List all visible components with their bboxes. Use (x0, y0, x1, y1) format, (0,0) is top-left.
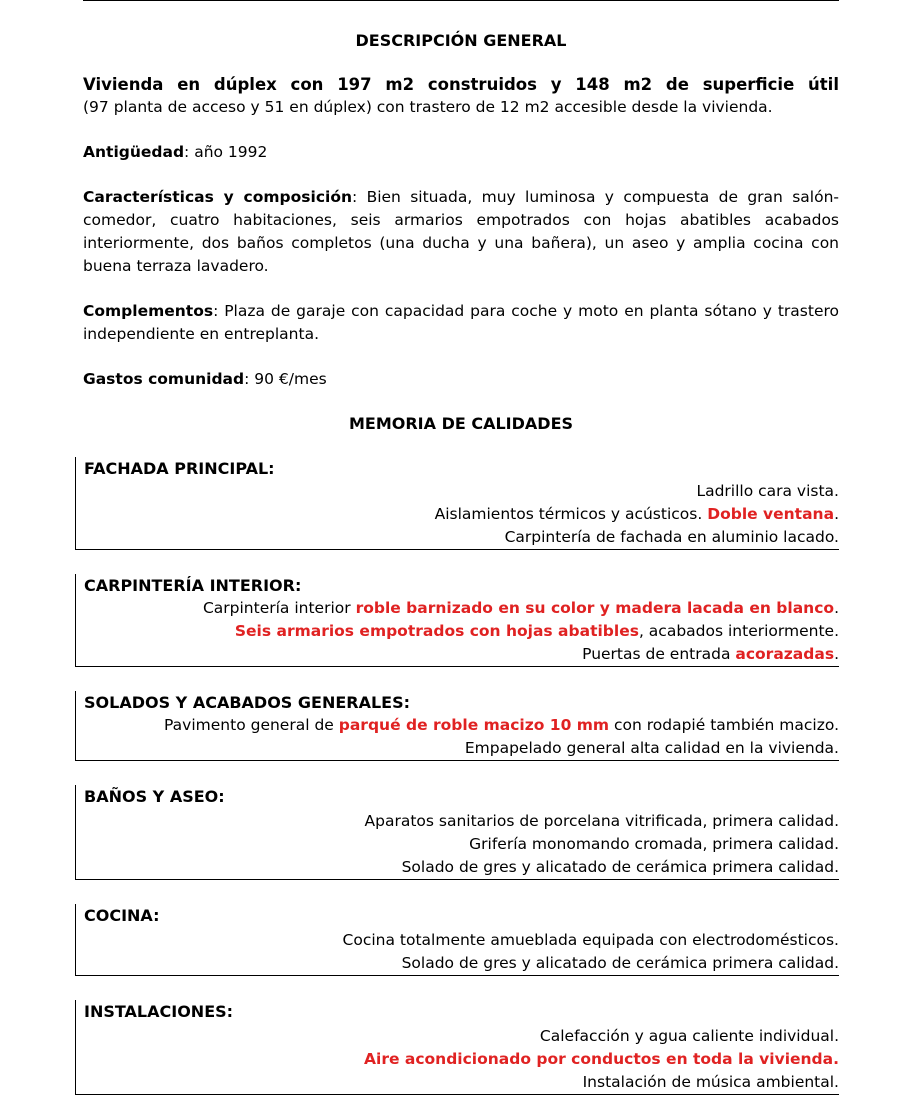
section-title-carpinteria: CARPINTERÍA INTERIOR: (84, 576, 302, 595)
document-page (83, 0, 839, 1095)
complementos-label: Complementos (83, 302, 214, 320)
gastos-paragraph (83, 368, 839, 391)
fachada-line-2 (84, 503, 839, 526)
section-carpinteria (75, 574, 839, 667)
fachada-line-2-end: . (834, 505, 839, 523)
section-title-instalaciones: INSTALACIONES: (84, 1002, 234, 1021)
intro-bold: Vivienda en dúplex con 197 m2 construidos y 148 m2 de superficie útil (83, 75, 839, 94)
complementos-paragraph (83, 300, 839, 346)
banos-line-2: Grifería monomando cromada, primera calidad. (469, 835, 839, 853)
intro-rest: (97 planta de acceso y 51 en dúplex) con trastero de 12 m2 accesible desde la vivienda. (83, 98, 773, 116)
carpinteria-line-1-end: . (834, 599, 839, 617)
memoria-heading: MEMORIA DE CALIDADES (348, 414, 574, 433)
instalaciones-line-2-highlight: Aire acondicionado por conductos en toda la vivienda. (364, 1050, 839, 1068)
antiguedad-label: Antigüedad (83, 143, 185, 161)
section-cocina (75, 904, 839, 976)
carpinteria-line-3-text: Puertas de entrada (582, 645, 736, 663)
solados-line-1-highlight: parqué de roble macizo 10 mm (338, 716, 610, 734)
carpinteria-line-3-highlight: acorazadas (735, 645, 835, 663)
carpinteria-line-1 (84, 597, 839, 620)
banos-line-3: Solado de gres y alicatado de cerámica primera calidad. (401, 858, 839, 876)
solados-line-1 (84, 714, 839, 737)
cocina-line-2: Solado de gres y alicatado de cerámica primera calidad. (401, 954, 839, 972)
section-title-cocina: COCINA: (84, 906, 160, 925)
antiguedad-paragraph (83, 141, 839, 164)
cocina-line-1: Cocina totalmente amueblada equipada con electrodomésticos. (342, 931, 839, 949)
fachada-line-2-highlight: Doble ventana (707, 505, 835, 523)
section-title-solados: SOLADOS Y ACABADOS GENERALES: (84, 693, 411, 712)
carpinteria-line-3-end: . (834, 645, 839, 663)
instalaciones-line-1: Calefacción y agua caliente individual. (539, 1027, 839, 1045)
carpinteria-line-3 (84, 643, 839, 666)
banos-line-1: Aparatos sanitarios de porcelana vitrificada, primera calidad. (364, 812, 839, 830)
section-instalaciones (75, 1000, 839, 1095)
fachada-line-2-text: Aislamientos térmicos y acústicos. (434, 505, 708, 523)
antiguedad-value: : año 1992 (184, 143, 268, 161)
carpinteria-line-2-text: , acabados interiormente. (638, 622, 839, 640)
carpinteria-line-1-text: Carpintería interior (202, 599, 356, 617)
section-title-fachada: FACHADA PRINCIPAL: (84, 459, 275, 478)
caracteristicas-label: Características y composición (83, 188, 353, 206)
solados-line-1-end: con rodapié también macizo. (609, 716, 839, 734)
carpinteria-line-2 (84, 620, 839, 643)
intro-paragraph (83, 73, 839, 119)
solados-line-2: Empapelado general alta calidad en la vivienda. (464, 739, 839, 757)
carpinteria-line-2-highlight: Seis armarios empotrados con hojas abatibles (234, 622, 639, 640)
section-solados (75, 691, 839, 761)
caracteristicas-value: : Bien situada, muy luminosa y compuesta de gran salón-comedor, cuatro habitaciones, seis armarios empotrados con hojas abatibles acabados interiormente, dos baños completos (una ducha y una bañera), un aseo y amplia cocina con buena terraza lavadero. (83, 188, 839, 275)
general-heading: DESCRIPCIÓN GENERAL (355, 31, 567, 50)
carpinteria-line-1-highlight: roble barnizado en su color y madera lacada en blanco (355, 599, 835, 617)
gastos-label: Gastos comunidad (83, 370, 245, 388)
caracteristicas-paragraph (83, 186, 839, 278)
gastos-value: : 90 €/mes (244, 370, 327, 388)
complementos-value: : Plaza de garaje con capacidad para coche y moto en planta sótano y trastero independiente en entreplanta. (83, 302, 839, 343)
section-title-banos: BAÑOS Y ASEO: (84, 787, 225, 806)
instalaciones-line-2 (84, 1048, 839, 1071)
section-fachada (75, 457, 839, 550)
fachada-line-1: Ladrillo cara vista. (696, 482, 839, 500)
instalaciones-line-3: Instalación de música ambiental. (582, 1073, 839, 1091)
fachada-line-3: Carpintería de fachada en aluminio lacado. (504, 528, 839, 546)
section-banos (75, 785, 839, 880)
solados-line-1-text: Pavimento general de (164, 716, 339, 734)
